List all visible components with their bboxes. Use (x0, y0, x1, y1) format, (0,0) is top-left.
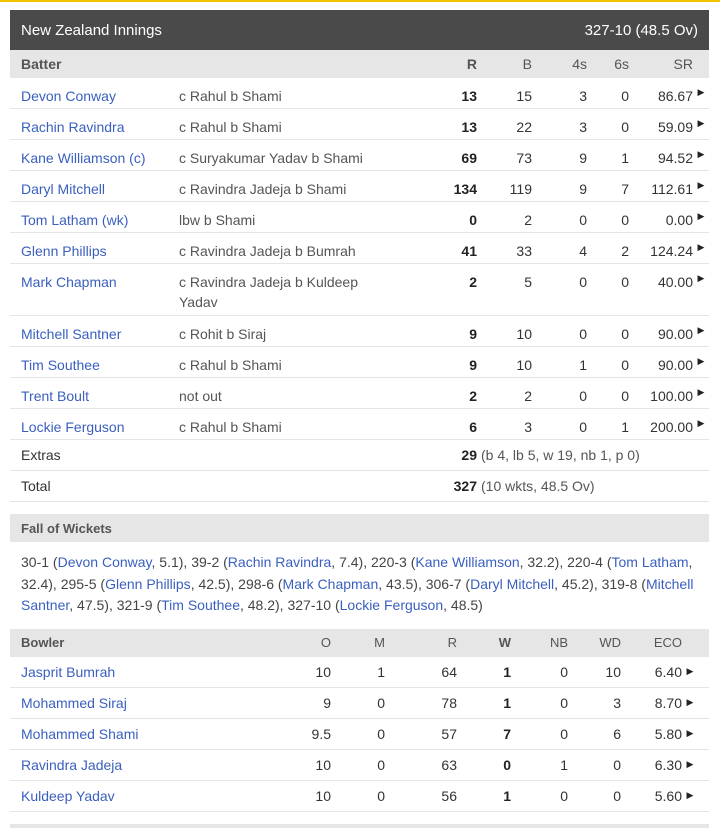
batter-name[interactable]: Rachin Ravindra (21, 119, 125, 135)
bowler-economy: 5.60 (654, 787, 682, 804)
caret-right-icon[interactable]: ▶ (697, 180, 705, 190)
batter-strike-rate: 124.24 (650, 243, 693, 259)
caret-right-icon[interactable]: ▶ (697, 273, 705, 283)
dismissal-text: c Rahul b Shami (179, 88, 282, 104)
overs-col: O (320, 635, 331, 650)
bowler-runs: 57 (441, 725, 457, 742)
batter-fours: 9 (579, 181, 587, 197)
bowler-runs: 56 (441, 787, 457, 804)
batter-fours: 3 (579, 88, 587, 104)
bowler-runs: 64 (441, 663, 457, 680)
economy-col: ECO (653, 635, 682, 650)
bowler-wickets: 1 (503, 694, 511, 711)
batter-sixes: 0 (621, 326, 629, 342)
bowl-runs-col: R (447, 635, 457, 650)
fow-score: 327-10 (287, 597, 332, 613)
dismissal-text: c Ravindra Jadeja b Kuldeep Yadav (179, 274, 359, 310)
caret-right-icon[interactable]: ▶ (697, 325, 705, 335)
batter-row[interactable] (10, 378, 709, 409)
fow-player[interactable]: Glenn Phillips (105, 575, 191, 592)
sr-col: SR (673, 56, 693, 72)
dismissal-text: c Ravindra Jadeja b Shami (179, 181, 347, 197)
fow-over: 32.4 (21, 575, 49, 592)
batter-name[interactable]: Devon Conway (21, 88, 116, 104)
bowler-overs: 10 (315, 756, 331, 773)
total-value: 327 (453, 478, 477, 494)
bowler-maidens: 0 (377, 756, 385, 773)
batter-balls: 2 (524, 212, 532, 228)
runs-col: R (466, 56, 477, 72)
fow-score: 319-8 (601, 575, 638, 592)
bowler-overs: 10 (315, 663, 331, 680)
batter-runs: 9 (469, 326, 477, 342)
batter-runs: 134 (453, 181, 477, 197)
maidens-col: M (374, 635, 385, 650)
batter-name[interactable]: Trent Boult (21, 388, 89, 404)
batter-row[interactable] (10, 78, 709, 109)
batter-runs: 41 (461, 243, 477, 259)
fow-over: 48.5 (450, 597, 479, 613)
batter-name[interactable]: Mark Chapman (21, 274, 117, 290)
batter-name[interactable]: Lockie Ferguson (21, 419, 125, 435)
batter-sixes: 0 (621, 274, 629, 290)
bowler-maidens: 0 (377, 694, 385, 711)
fow-player[interactable]: Mitchell Santner (21, 575, 694, 613)
batters-list (10, 78, 709, 440)
batter-balls: 3 (524, 419, 532, 435)
bowler-maidens: 0 (377, 725, 385, 742)
dismissal-text: c Ravindra Jadeja b Bumrah (179, 243, 356, 259)
bowler-economy: 6.30 (654, 756, 682, 773)
fow-player[interactable]: Tim Southee (161, 597, 240, 613)
batter-strike-rate: 90.00 (657, 326, 693, 342)
batter-balls: 73 (516, 150, 532, 166)
dismissal-text: c Suryakumar Yadav b Shami (179, 150, 363, 166)
fow-player[interactable]: Mark Chapman (282, 575, 379, 592)
fow-player[interactable]: Devon Conway (57, 554, 152, 570)
batter-balls: 15 (516, 88, 532, 104)
extras-label: Extras (21, 447, 61, 463)
bowler-wides: 3 (613, 694, 621, 711)
fow-score: 306-7 (425, 575, 462, 592)
caret-right-icon[interactable]: ▶ (686, 728, 694, 738)
fow-score: 30-1 (21, 554, 50, 570)
bowler-name[interactable]: Mohammed Shami (21, 725, 139, 742)
bowler-row[interactable] (10, 657, 709, 688)
batter-fours: 0 (579, 326, 587, 342)
batter-fours: 0 (579, 274, 587, 290)
fow-player[interactable]: Rachin Ravindra (227, 554, 332, 570)
fow-score: 220-4 (567, 554, 603, 570)
batter-row[interactable] (10, 264, 709, 316)
dismissal-text: c Rahul b Shami (179, 419, 282, 435)
batter-runs: 0 (469, 212, 477, 228)
batter-runs: 13 (461, 88, 477, 104)
bowler-name[interactable]: Ravindra Jadeja (21, 756, 123, 773)
extras-value: 29 (461, 447, 477, 463)
bowler-noballs: 0 (560, 663, 568, 680)
innings-score: 327-10 (48.5 Ov) (584, 21, 698, 39)
batter-col: Batter (21, 56, 62, 72)
caret-right-icon[interactable]: ▶ (697, 149, 705, 159)
batter-balls: 5 (524, 274, 532, 290)
bowler-wickets: 1 (503, 787, 511, 804)
batter-fours: 1 (579, 357, 587, 373)
batter-balls: 10 (516, 357, 532, 373)
balls-col: B (522, 56, 532, 72)
batter-name[interactable]: Tom Latham (wk) (21, 212, 129, 228)
batter-strike-rate: 90.00 (657, 357, 693, 373)
bowler-wides: 10 (605, 663, 621, 680)
batter-row[interactable] (10, 171, 709, 202)
bowler-wickets: 0 (503, 756, 511, 773)
caret-right-icon[interactable]: ▶ (697, 211, 705, 221)
batting-column-header (10, 50, 709, 78)
bowler-wides: 6 (613, 725, 621, 742)
bottom-strip (10, 824, 709, 828)
fow-over: 5.1 (159, 554, 179, 570)
caret-right-icon[interactable]: ▶ (697, 418, 705, 428)
batter-sixes: 0 (621, 388, 629, 404)
fow-score: 295-5 (60, 575, 97, 592)
batter-strike-rate: 86.67 (657, 88, 693, 104)
fours-col: 4s (572, 56, 587, 72)
bowler-noballs: 0 (560, 787, 568, 804)
fow-list: 30-1 (Devon Conway, 5.1), 39-2 (Rachin Ravindra, 7.4), 220-3 (Kane Williamson, 32.2), 220-4 (Tom Latham, 32.4), 295-5 (Glenn Phillips, 42.5), 298-6 (Mark Chapman, 43.5), 306-7 (Daryl Mitchell, 45.2), 319-8 (Mitchell Santner, 47.5), 321-9 (Tim Southee, 48.2), 327-10 (Lockie Ferguson, 48.5) (21, 554, 694, 613)
batter-name[interactable]: Mitchell Santner (21, 326, 122, 342)
batter-balls: 10 (516, 326, 532, 342)
fow-score: 321-9 (116, 597, 153, 613)
bowler-overs: 10 (315, 787, 331, 804)
bowler-runs: 63 (441, 756, 457, 773)
batter-row[interactable] (10, 109, 709, 140)
dismissal-text: c Rohit b Siraj (179, 326, 267, 342)
batter-sixes: 2 (621, 243, 629, 259)
bowler-noballs: 0 (560, 725, 568, 742)
bowler-wickets: 1 (503, 663, 511, 680)
batter-name[interactable]: Kane Williamson (c) (21, 150, 146, 166)
batter-row[interactable] (10, 202, 709, 233)
bowler-name[interactable]: Kuldeep Yadav (21, 787, 115, 804)
dismissal-text: c Rahul b Shami (179, 357, 282, 373)
batter-runs: 9 (469, 357, 477, 373)
bowler-name[interactable]: Mohammed Siraj (21, 694, 127, 711)
scorecard (10, 10, 709, 812)
batter-fours: 0 (579, 212, 587, 228)
batter-row[interactable] (10, 347, 709, 378)
batter-name[interactable]: Tim Southee (21, 357, 100, 373)
batter-sixes: 1 (621, 419, 629, 435)
bowler-maidens: 0 (377, 787, 385, 804)
fow-over: 7.4 (339, 554, 359, 570)
fow-over: 43.5 (386, 575, 414, 592)
batter-fours: 9 (579, 150, 587, 166)
bowler-overs: 9 (323, 694, 331, 711)
innings-header[interactable] (10, 10, 709, 50)
batter-sixes: 0 (621, 212, 629, 228)
bowler-economy: 6.40 (654, 663, 682, 680)
bowler-wickets: 7 (503, 725, 511, 742)
dismissal-text: lbw b Shami (179, 212, 256, 228)
batter-fours: 0 (579, 419, 587, 435)
batter-name[interactable]: Glenn Phillips (21, 243, 107, 259)
caret-right-icon[interactable]: ▶ (686, 790, 694, 800)
total-label: Total (21, 478, 51, 494)
caret-right-icon[interactable]: ▶ (697, 87, 705, 97)
batter-sixes: 0 (621, 88, 629, 104)
batter-sixes: 0 (621, 357, 629, 373)
fow-score: 39-2 (191, 554, 220, 570)
batter-strike-rate: 59.09 (657, 119, 693, 135)
batter-sixes: 1 (621, 150, 629, 166)
bowler-overs: 9.5 (311, 725, 331, 742)
bowler-row[interactable] (10, 719, 709, 750)
batter-strike-rate: 0.00 (665, 212, 693, 228)
innings-title: New Zealand Innings (21, 21, 162, 39)
batter-balls: 33 (516, 243, 532, 259)
batter-strike-rate: 40.00 (657, 274, 693, 290)
fow-over: 42.5 (198, 575, 226, 592)
bowler-row[interactable] (10, 781, 709, 812)
batter-strike-rate: 200.00 (650, 419, 693, 435)
bowler-economy: 5.80 (654, 725, 682, 742)
fow-player[interactable]: Kane Williamson (415, 554, 520, 570)
fow-score: 220-3 (371, 554, 407, 570)
sixes-col: 6s (614, 56, 629, 72)
dismissal-text: c Rahul b Shami (179, 119, 282, 135)
fow-over: 47.5 (77, 597, 105, 613)
caret-right-icon[interactable]: ▶ (697, 118, 705, 128)
wides-col: WD (599, 635, 621, 650)
total-row (10, 471, 709, 502)
batter-runs: 2 (469, 388, 477, 404)
batter-runs: 2 (469, 274, 477, 290)
batter-row[interactable] (10, 316, 709, 347)
fow-player[interactable]: Daryl Mitchell (470, 575, 555, 592)
batter-fours: 4 (579, 243, 587, 259)
caret-right-icon[interactable]: ▶ (697, 356, 705, 366)
bowlers-list (10, 657, 709, 812)
batter-row[interactable] (10, 233, 709, 264)
fow-score: 298-6 (238, 575, 274, 592)
bowler-runs: 78 (441, 694, 457, 711)
batter-strike-rate: 100.00 (650, 388, 693, 404)
bowler-wides: 0 (613, 787, 621, 804)
caret-right-icon[interactable]: ▶ (697, 242, 705, 252)
caret-right-icon[interactable]: ▶ (686, 759, 694, 769)
batter-sixes: 0 (621, 119, 629, 135)
total-detail: (10 wkts, 48.5 Ov) (481, 478, 595, 494)
batter-strike-rate: 94.52 (657, 150, 693, 166)
bowler-noballs: 0 (560, 694, 568, 711)
caret-right-icon[interactable]: ▶ (686, 697, 694, 707)
bowling-column-header (10, 629, 709, 657)
bowler-maidens: 1 (377, 663, 385, 680)
batter-row[interactable] (10, 409, 709, 440)
fow-over: 48.2 (247, 597, 276, 613)
bowler-noballs: 1 (560, 756, 568, 773)
batter-strike-rate: 112.61 (651, 181, 693, 197)
batter-runs: 6 (469, 419, 477, 435)
bowler-name[interactable]: Jasprit Bumrah (21, 663, 116, 680)
noballs-col: NB (549, 635, 568, 650)
batter-name[interactable]: Daryl Mitchell (21, 181, 106, 197)
batter-balls: 119 (509, 181, 532, 197)
bowler-wides: 0 (613, 756, 621, 773)
bowler-economy: 8.70 (654, 694, 682, 711)
bowler-col: Bowler (21, 635, 65, 650)
caret-right-icon[interactable]: ▶ (686, 666, 694, 676)
batter-balls: 22 (516, 119, 532, 135)
fow-player[interactable]: Tom Latham (611, 554, 689, 570)
batter-runs: 13 (461, 119, 477, 135)
batter-runs: 69 (461, 150, 477, 166)
fow-player[interactable]: Lockie Ferguson (339, 597, 444, 613)
batter-balls: 2 (524, 388, 532, 404)
fow-over: 32.2 (527, 554, 555, 570)
batter-row[interactable] (10, 140, 709, 171)
extras-row (10, 440, 709, 471)
batter-fours: 3 (579, 119, 587, 135)
caret-right-icon[interactable]: ▶ (697, 387, 705, 397)
batter-sixes: 7 (621, 181, 629, 197)
bowler-row[interactable] (10, 688, 709, 719)
fow-header: Fall of Wickets (10, 514, 709, 542)
dismissal-text: not out (179, 388, 222, 404)
bowler-row[interactable] (10, 750, 709, 781)
batter-fours: 0 (579, 388, 587, 404)
extras-detail: (b 4, lb 5, w 19, nb 1, p 0) (481, 447, 640, 463)
accent-line (0, 0, 720, 2)
fow-over: 45.2 (561, 575, 590, 592)
wickets-col: W (498, 635, 511, 650)
